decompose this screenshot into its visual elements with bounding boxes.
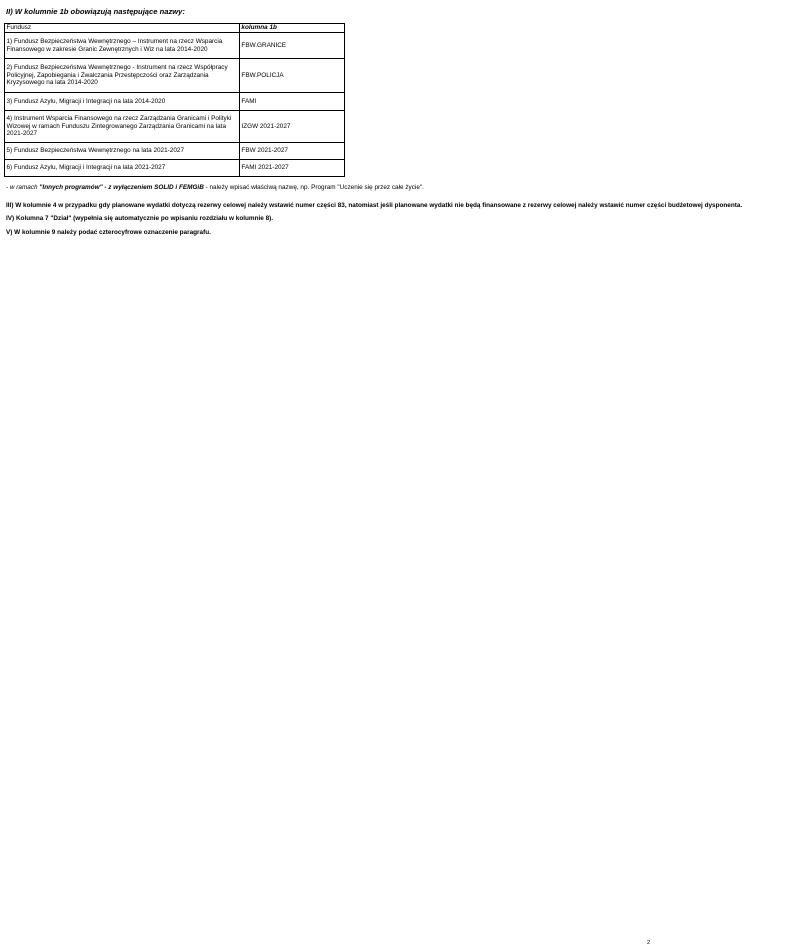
fund-name: 1) Fundusz Bezpieczeństwa Wewnętrznego – Instrument na rzecz Wsparcia Finansowego w zakresie Granic Zewnętrznych i Wiz na lata 2014-2020	[5, 33, 240, 59]
note-column-4: III) W kolumnie 4 w przypadku gdy planowane wydatki dotyczą rezerwy celowej należy wstawić numer części 83, natomiast jeśli planowane wydatki nie będą finansowane z rezerwy celowej należy wstawić numer części budżetowej dysponenta.	[6, 202, 743, 209]
note-column-9: V) W kolumnie 9 należy podać czterocyfrowe oznaczenie paragrafu.	[6, 229, 211, 236]
note-other-programs	[6, 184, 424, 191]
note-column-7: IV) Kolumna 7 "Dział" (wypełnia się automatycznie po wpisaniu rozdziału w kolumnie 8).	[6, 215, 274, 222]
table-row	[5, 111, 345, 143]
fund-code: FBW 2021-2027	[239, 143, 344, 160]
table-row	[5, 59, 345, 93]
table-row	[5, 33, 345, 59]
fund-name: 3) Fundusz Azylu, Migracji i Integracji na lata 2014-2020	[5, 93, 240, 111]
section-heading: II) W kolumnie 1b obowiązują następujące nazwy:	[6, 7, 185, 16]
fund-name: 4) Instrument Wsparcia Finansowego na rzecz Zarządzania Granicami i Polityki Wizowej w ramach Funduszu Zintegrowanego Zarządzania Granicami na lata 2021-2027	[5, 111, 240, 143]
fund-code: FBW.GRANICE	[239, 33, 344, 59]
fund-code: IZGW 2021-2027	[239, 111, 344, 143]
fund-code: FAMI	[239, 93, 344, 111]
page-number: 2	[647, 940, 651, 946]
note-other-bold: "Innych programów" - z wyłączeniem SOLID i FEMGiB	[39, 184, 204, 191]
fund-code: FBW.POLICJA	[239, 59, 344, 93]
table-header-row	[5, 24, 345, 33]
note-other-prefix: - w ramach	[6, 184, 40, 191]
note-other-suffix: - należy wpisać właściwą nazwę, np. Program "Uczenie się przez całe życie".	[203, 184, 424, 191]
fund-code: FAMI 2021-2027	[239, 160, 344, 177]
table-row	[5, 93, 345, 111]
header-kolumna-1b: kolumna 1b	[239, 24, 344, 33]
header-fundusz: Fundusz	[5, 24, 240, 33]
fund-name: 2) Fundusz Bezpieczeństwa Wewnętrznego - Instrument na rzecz Współpracy Policyjnej, Zapobiegania i Zwalczania Przestępczości oraz Zarządzania Kryzysowego na lata 2014-2020	[5, 59, 240, 93]
table-row	[5, 143, 345, 160]
fund-name: 6) Fundusz Azylu, Migracji i Integracji na lata 2021-2027	[5, 160, 240, 177]
fund-name: 5) Fundusz Bezpieczeństwa Wewnętrznego na lata 2021-2027	[5, 143, 240, 160]
table-row	[5, 160, 345, 177]
funds-table	[4, 23, 345, 177]
